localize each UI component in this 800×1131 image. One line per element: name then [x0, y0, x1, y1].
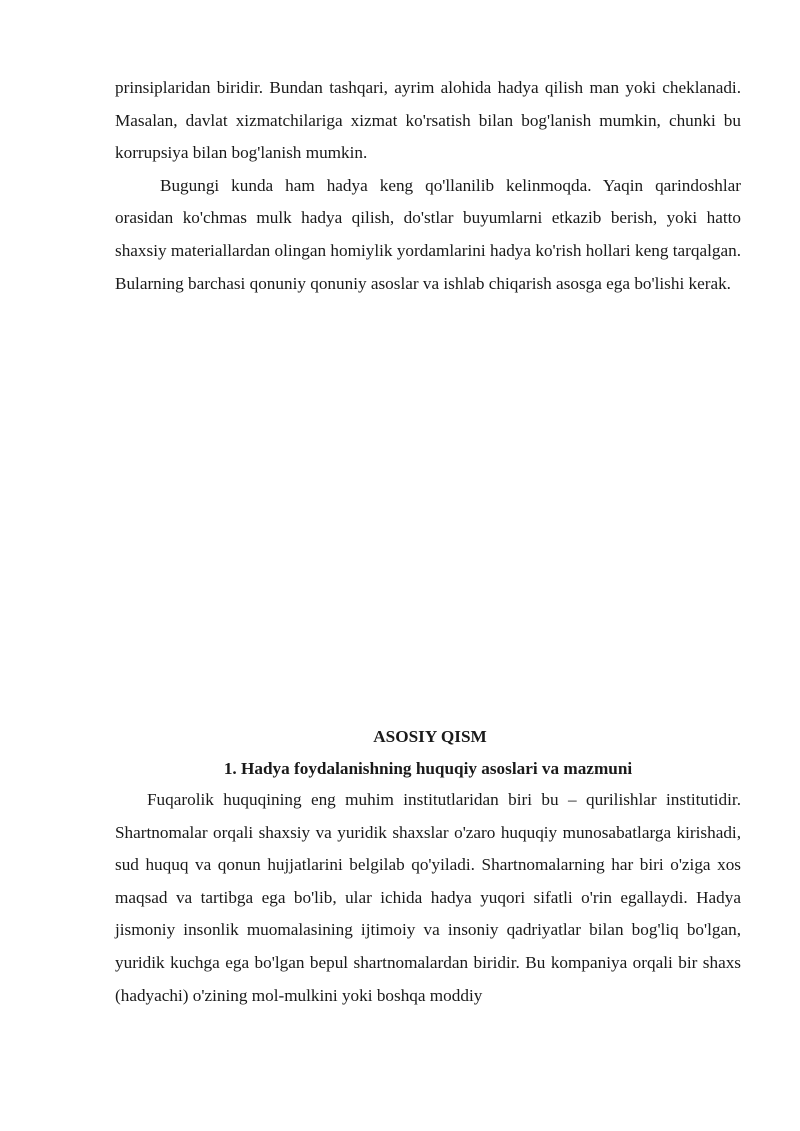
subsection-heading: 1. Hadya foydalanishning huquqiy asoslari va mazmuni — [223, 759, 633, 778]
intro-section — [115, 72, 741, 300]
main-section — [115, 784, 741, 1012]
paragraph-civil-law-institutions: Fuqarolik huquqining eng muhim institutlaridan biri bu – qurilishlar institutidir. Shartnomalar orqali shaxsiy va yuridik shaxslar o'zaro huquqiy munosabatlarga kirishadi, sud huquq va qonun hujjatlarini belgilab qo'yiladi. Shartnomalarning har biri o'ziga xos maqsad va tartibga ega bo'lib, ular ichida hadya yuqori sifatli o'rin egallaydi. Hadya jismoniy insonlik muomalasining ijtimoiy va insoniy qadriyatlar bilan bog'liq bo'lgan, yuridik kuchga ega bo'lgan bepul shartnomalardan biridir. Bu kompaniya orqali bir shaxs (hadyachi) o'zining mol-mulkini yoki boshqa moddiy — [115, 790, 741, 1005]
paragraph-continuation: prinsiplaridan biridir. Bundan tashqari, ayrim alohida hadya qilish man yoki cheklanadi. Masalan, davlat xizmatchilariga xizmat ko'rsatish bilan bog'lanish mumkin, chunki bu korrupsiya bilan bog'lanish mumkin. — [115, 78, 741, 163]
paragraph-present-day-usage: Bugungi kunda ham hadya keng qo'llanilib kelinmoqda. Yaqin qarindoshlar orasidan ko'chmas mulk hadya qilish, do'stlar buyumlarni etkazib berish, yoki hatto shaxsiy materiallardan olingan homiylik yordamlarini hadya ko'rish hollari keng tarqalgan. Bularning barchasi qonuniy qonuniy asoslar va ishlab chiqarish asosga ega bo'lishi kerak. — [115, 175, 741, 293]
section-heading: ASOSIY QISM — [373, 727, 487, 746]
